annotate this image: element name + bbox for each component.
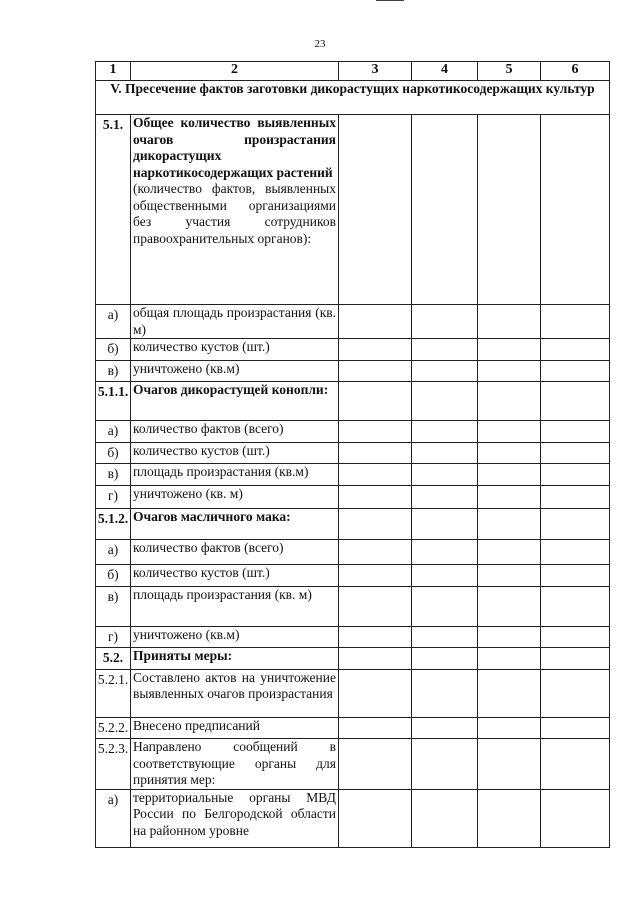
- empty-value-cell: [478, 305, 541, 339]
- row-label-bold: Общее количество выявленных очагов произрастания дикорастущих наркотикосодержащих растений: [133, 115, 336, 180]
- row-label: [131, 382, 339, 421]
- empty-value-cell: [478, 442, 541, 464]
- column-header: 3: [339, 62, 412, 81]
- row-label-text: уничтожено (кв.м): [133, 626, 240, 642]
- report-table: [95, 61, 610, 848]
- empty-value-cell: [541, 464, 610, 486]
- empty-value-cell: [541, 115, 610, 305]
- row-number: а): [96, 539, 131, 564]
- empty-value-cell: [541, 539, 610, 564]
- empty-value-cell: [339, 382, 412, 421]
- table-row: [96, 717, 610, 739]
- empty-value-cell: [541, 626, 610, 648]
- empty-value-cell: [412, 669, 478, 717]
- table-row: [96, 382, 610, 421]
- empty-value-cell: [412, 648, 478, 670]
- table-row: [96, 586, 610, 626]
- empty-value-cell: [478, 717, 541, 739]
- empty-value-cell: [412, 339, 478, 361]
- table-row: [96, 508, 610, 539]
- row-label-text: Внесено предписаний: [133, 717, 260, 733]
- column-header: 2: [131, 62, 339, 81]
- empty-value-cell: [478, 508, 541, 539]
- row-label: [131, 421, 339, 443]
- empty-value-cell: [339, 508, 412, 539]
- row-number: 5.2.: [96, 648, 131, 670]
- row-number: 5.1.1.: [96, 382, 131, 421]
- row-label-text: количество кустов (шт.): [133, 442, 270, 458]
- row-label: [131, 648, 339, 670]
- row-label-text: уничтожено (кв.м): [133, 360, 240, 376]
- empty-value-cell: [541, 382, 610, 421]
- row-label-text: количество кустов (шт.): [133, 564, 270, 580]
- empty-value-cell: [541, 789, 610, 847]
- row-number: в): [96, 586, 131, 626]
- empty-value-cell: [541, 717, 610, 739]
- empty-value-cell: [412, 485, 478, 508]
- table-row: [96, 539, 610, 564]
- row-number: в): [96, 360, 131, 382]
- row-label: [131, 464, 339, 486]
- table-row: [96, 421, 610, 443]
- row-label: [131, 485, 339, 508]
- empty-value-cell: [541, 508, 610, 539]
- empty-value-cell: [541, 648, 610, 670]
- empty-value-cell: [339, 739, 412, 790]
- empty-value-cell: [339, 339, 412, 361]
- row-label: [131, 442, 339, 464]
- row-number: г): [96, 485, 131, 508]
- empty-value-cell: [478, 539, 541, 564]
- empty-value-cell: [541, 669, 610, 717]
- table-row: [96, 739, 610, 790]
- row-number: б): [96, 442, 131, 464]
- column-header: 1: [96, 62, 131, 81]
- empty-value-cell: [541, 360, 610, 382]
- table-row: [96, 648, 610, 670]
- table-row: [96, 305, 610, 339]
- empty-value-cell: [412, 739, 478, 790]
- row-label-text: площадь произрастания (кв. м): [133, 586, 312, 602]
- row-number: 5.2.3.: [96, 739, 131, 790]
- empty-value-cell: [339, 421, 412, 443]
- section-title-row: [96, 81, 610, 115]
- row-label-text: уничтожено (кв. м): [133, 485, 243, 501]
- empty-value-cell: [478, 115, 541, 305]
- page-number: 23: [314, 38, 326, 50]
- empty-value-cell: [541, 305, 610, 339]
- row-number: 5.2.2.: [96, 717, 131, 739]
- empty-value-cell: [339, 442, 412, 464]
- empty-value-cell: [412, 382, 478, 421]
- table-row: [96, 669, 610, 717]
- empty-value-cell: [339, 648, 412, 670]
- section-title: V. Пресечение фактов заготовки дикорастущих наркотикосодержащих культур: [96, 81, 610, 115]
- empty-value-cell: [412, 360, 478, 382]
- column-header: 4: [412, 62, 478, 81]
- top-edge-line: [376, 0, 404, 1]
- row-label: [131, 564, 339, 586]
- column-header: 6: [541, 62, 610, 81]
- empty-value-cell: [478, 464, 541, 486]
- row-number: г): [96, 626, 131, 648]
- empty-value-cell: [478, 339, 541, 361]
- row-label: [131, 539, 339, 564]
- row-label-bold: Приняты меры:: [133, 648, 233, 663]
- empty-value-cell: [412, 305, 478, 339]
- empty-value-cell: [541, 564, 610, 586]
- empty-value-cell: [478, 648, 541, 670]
- empty-value-cell: [541, 339, 610, 361]
- empty-value-cell: [339, 717, 412, 739]
- empty-value-cell: [478, 669, 541, 717]
- table-row: [96, 442, 610, 464]
- empty-value-cell: [541, 739, 610, 790]
- table-row: [96, 626, 610, 648]
- row-label: [131, 626, 339, 648]
- column-header-row: [96, 62, 610, 81]
- row-label: [131, 360, 339, 382]
- table-body: [96, 115, 610, 848]
- empty-value-cell: [412, 421, 478, 443]
- empty-value-cell: [339, 586, 412, 626]
- row-label-text: количество фактов (всего): [133, 539, 284, 555]
- empty-value-cell: [339, 669, 412, 717]
- row-label: [131, 586, 339, 626]
- empty-value-cell: [541, 485, 610, 508]
- empty-value-cell: [339, 564, 412, 586]
- row-number: 5.2.1.: [96, 669, 131, 717]
- table-row: [96, 485, 610, 508]
- row-label: [131, 717, 339, 739]
- row-number: а): [96, 421, 131, 443]
- empty-value-cell: [412, 115, 478, 305]
- empty-value-cell: [541, 442, 610, 464]
- empty-value-cell: [412, 789, 478, 847]
- row-label: [131, 669, 339, 717]
- row-number: а): [96, 305, 131, 339]
- row-label-text: количество фактов (всего): [133, 421, 284, 436]
- empty-value-cell: [478, 485, 541, 508]
- row-number: б): [96, 339, 131, 361]
- row-number: в): [96, 464, 131, 486]
- empty-value-cell: [339, 485, 412, 508]
- table-row: [96, 360, 610, 382]
- row-label-text: Направлено сообщений в соответствующие органы для принятия мер:: [133, 739, 336, 787]
- table-row: [96, 115, 610, 305]
- empty-value-cell: [541, 421, 610, 443]
- row-label: [131, 115, 339, 305]
- row-label: [131, 508, 339, 539]
- empty-value-cell: [478, 382, 541, 421]
- empty-value-cell: [412, 717, 478, 739]
- empty-value-cell: [412, 586, 478, 626]
- row-label-text: (количество фактов, выявленных общественными организациями без участия сотрудников правоохранительных органов):: [133, 181, 336, 246]
- empty-value-cell: [478, 626, 541, 648]
- row-label-text: площадь произрастания (кв.м): [133, 464, 309, 479]
- empty-value-cell: [412, 508, 478, 539]
- row-label: [131, 739, 339, 790]
- empty-value-cell: [478, 360, 541, 382]
- table-row: [96, 789, 610, 847]
- table-row: [96, 339, 610, 361]
- empty-value-cell: [339, 789, 412, 847]
- table-row: [96, 464, 610, 486]
- empty-value-cell: [339, 115, 412, 305]
- row-number: а): [96, 789, 131, 847]
- table-row: [96, 564, 610, 586]
- empty-value-cell: [412, 626, 478, 648]
- row-label: [131, 305, 339, 339]
- empty-value-cell: [478, 789, 541, 847]
- row-number: 5.1.2.: [96, 508, 131, 539]
- row-label-text: территориальные органы МВД России по Белгородской области на районном уровне: [133, 789, 336, 838]
- row-label-bold: Очагов масличного мака:: [133, 508, 291, 524]
- empty-value-cell: [478, 586, 541, 626]
- row-label-bold: Очагов дикорастущей конопли:: [133, 382, 329, 397]
- empty-value-cell: [339, 539, 412, 564]
- empty-value-cell: [412, 464, 478, 486]
- row-number: б): [96, 564, 131, 586]
- empty-value-cell: [339, 305, 412, 339]
- empty-value-cell: [339, 626, 412, 648]
- row-label: [131, 789, 339, 847]
- empty-value-cell: [339, 360, 412, 382]
- empty-value-cell: [478, 564, 541, 586]
- empty-value-cell: [478, 739, 541, 790]
- empty-value-cell: [339, 464, 412, 486]
- empty-value-cell: [478, 421, 541, 443]
- empty-value-cell: [412, 539, 478, 564]
- row-label-text: Составлено актов на уничтожение выявленных очагов произрастания: [133, 669, 336, 701]
- row-label: [131, 339, 339, 361]
- row-label-text: общая площадь произрастания (кв. м): [133, 305, 336, 337]
- row-label-text: количество кустов (шт.): [133, 339, 270, 354]
- row-number: 5.1.: [96, 115, 131, 305]
- empty-value-cell: [541, 586, 610, 626]
- column-header: 5: [478, 62, 541, 81]
- empty-value-cell: [412, 564, 478, 586]
- empty-value-cell: [412, 442, 478, 464]
